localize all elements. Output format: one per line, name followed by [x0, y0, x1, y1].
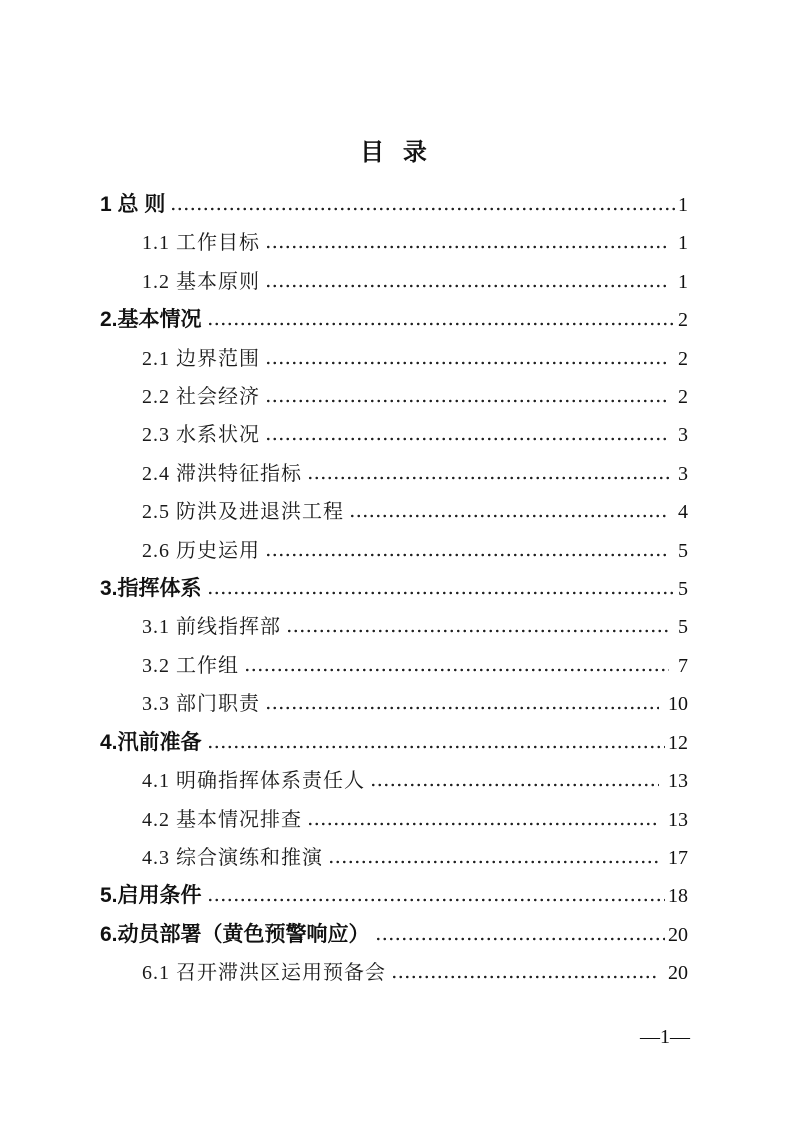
- toc-entry-label: 4.1 明确指挥体系责任人: [142, 770, 365, 793]
- toc-list: [100, 186, 688, 993]
- toc-entry-page: 20: [668, 923, 688, 946]
- dot-leader: [265, 361, 669, 365]
- toc-entry: [100, 647, 688, 685]
- toc-entry: [100, 570, 688, 608]
- toc-entry: [100, 877, 688, 915]
- toc-entry-label: 1 总 则: [100, 193, 166, 216]
- dot-leader: [328, 860, 659, 864]
- toc-entry-page: 18: [668, 885, 688, 908]
- dot-leader: [207, 745, 665, 749]
- toc-entry-page: 5: [678, 578, 688, 601]
- toc-entry-page: 1: [678, 194, 688, 216]
- dot-leader: [391, 975, 659, 979]
- toc-entry-page: 5: [678, 616, 688, 639]
- toc-entry-page: 10: [668, 693, 688, 716]
- dot-leader: [370, 783, 659, 787]
- toc-entry-page: 20: [668, 962, 688, 985]
- toc-entry-label: 4.2 基本情况排查: [142, 808, 302, 831]
- toc-entry-page: 3: [678, 462, 688, 485]
- dot-leader: [286, 629, 669, 633]
- toc-entry-label: 2.4 滞洪特征指标: [142, 462, 302, 485]
- toc-entry: [100, 263, 688, 301]
- dot-leader: [265, 553, 669, 557]
- toc-entry: [100, 724, 688, 762]
- toc-entry: [100, 801, 688, 839]
- dot-leader: [265, 706, 659, 710]
- toc-entry: [100, 455, 688, 493]
- toc-entry-label: 3.2 工作组: [142, 654, 239, 677]
- toc-entry: [100, 916, 688, 954]
- dot-leader: [207, 591, 675, 595]
- toc-entry: [100, 340, 688, 378]
- toc-entry: [100, 839, 688, 877]
- toc-entry-page: 2: [678, 309, 688, 332]
- toc-entry-page: 3: [678, 424, 688, 447]
- toc-entry: [100, 954, 688, 992]
- toc-entry-label: 4.汛前准备: [100, 730, 202, 754]
- toc-entry: [100, 301, 688, 339]
- toc-entry-label: 2.5 防洪及进退洪工程: [142, 501, 344, 524]
- toc-entry-label: 1.2 基本原则: [142, 270, 260, 293]
- toc-entry-label: 2.基本情况: [100, 308, 202, 332]
- toc-entry-page: 2: [678, 386, 688, 409]
- toc-entry-label: 2.6 历史运用: [142, 539, 260, 562]
- toc-entry-label: 6.1 召开滞洪区运用预备会: [142, 962, 386, 985]
- toc-entry-page: 1: [678, 232, 688, 255]
- dot-leader: [375, 937, 665, 941]
- dot-leader: [265, 245, 669, 249]
- toc-entry-page: 7: [678, 654, 688, 677]
- toc-entry-page: 2: [678, 347, 688, 370]
- toc-entry-page: 12: [668, 731, 688, 754]
- dot-leader: [207, 898, 665, 902]
- toc-entry: [100, 762, 688, 800]
- toc-entry: [100, 416, 688, 454]
- toc-entry-page: 1: [678, 270, 688, 293]
- toc-entry-label: 4.3 综合演练和推演: [142, 846, 323, 869]
- toc-entry-page: 17: [668, 846, 688, 869]
- dot-leader: [170, 207, 675, 211]
- page-number: —1—: [640, 1026, 690, 1048]
- toc-entry-label: 2.2 社会经济: [142, 386, 260, 409]
- toc-entry-page: 13: [668, 770, 688, 793]
- dot-leader: [244, 668, 669, 672]
- toc-entry: [100, 378, 688, 416]
- toc-entry: [100, 224, 688, 262]
- toc-entry-page: 4: [678, 501, 688, 524]
- toc-entry: [100, 608, 688, 646]
- toc-entry-label: 3.1 前线指挥部: [142, 616, 281, 639]
- toc-entry-label: 2.3 水系状况: [142, 424, 260, 447]
- toc-entry-label: 2.1 边界范围: [142, 347, 260, 370]
- dot-leader: [307, 476, 669, 480]
- toc-entry-label: 6.动员部署（黄色预警响应）: [100, 922, 370, 946]
- toc-entry-label: 3.指挥体系: [100, 577, 202, 601]
- toc-entry: [100, 532, 688, 570]
- dot-leader: [265, 399, 669, 403]
- dot-leader: [349, 514, 669, 518]
- dot-leader: [307, 822, 659, 826]
- toc-entry-page: 5: [678, 539, 688, 562]
- dot-leader: [207, 322, 675, 326]
- page-footer: [640, 1026, 690, 1049]
- toc-entry-label: 3.3 部门职责: [142, 693, 260, 716]
- page-title: 目 录: [360, 139, 433, 166]
- dot-leader: [265, 437, 669, 441]
- toc-entry-page: 13: [668, 808, 688, 831]
- toc-entry: [100, 493, 688, 531]
- dot-leader: [265, 284, 669, 288]
- toc-entry: [100, 186, 688, 224]
- toc-entry-label: 1.1 工作目标: [142, 232, 260, 255]
- toc-entry-label: 5.启用条件: [100, 884, 202, 908]
- toc-entry: [100, 685, 688, 723]
